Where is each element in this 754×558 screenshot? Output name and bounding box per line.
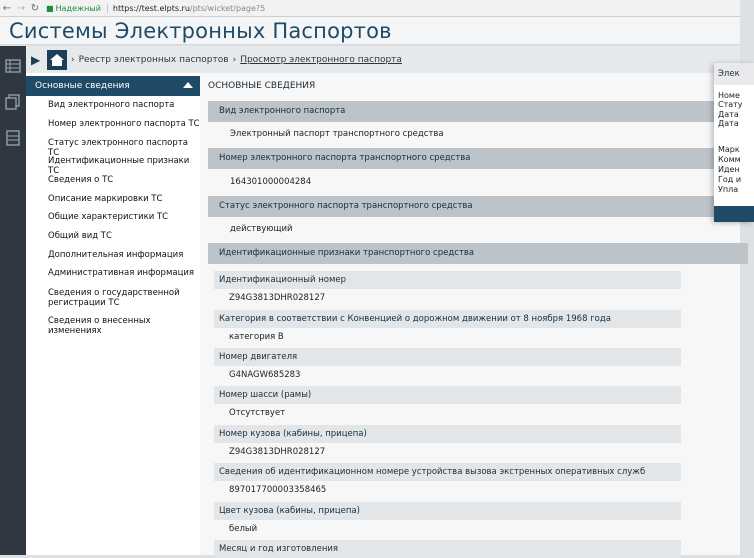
url-field[interactable] [113,4,265,13]
field-value: Отсутствует [229,408,286,418]
reload-icon[interactable]: ↻ [30,2,40,14]
field-label: Номер шасси (рамы) [214,386,681,404]
sidebar-item[interactable]: Сведения о внесенных изменениях [48,316,151,336]
field-label: Идентификационный номер [214,271,681,289]
lock-icon[interactable]: ■ [46,3,54,13]
passport-info-popup[interactable] [714,63,754,222]
field-label: Номер кузова (кабины, прицепа) [214,425,681,443]
field-label: Месяц и год изготовления [214,540,681,558]
documents-icon[interactable] [5,94,21,110]
table-icon[interactable] [5,58,21,74]
field-value: Z94G3813DHR028127 [229,447,326,457]
field-value: 897017700003358465 [229,485,327,495]
field-label: Сведения об идентификационном номере устройства вызова экстренных оперативных служб [214,463,681,481]
url-host: https://test.elpts.ru [112,3,190,13]
popup-line: Марк [718,145,740,154]
home-icon[interactable] [47,50,67,70]
passport-number-header: Номер электронного паспорта транспортного средства [208,148,748,169]
popup-line: Дата [718,110,739,119]
popup-line: Стату [718,100,743,109]
sidebar-item[interactable]: Сведения о государственной регистрации ТС [48,288,180,308]
forward-arrow-icon[interactable]: → [16,2,26,14]
collapse-caret-icon[interactable] [183,82,193,88]
breadcrumb [26,46,740,73]
sidebar-item[interactable]: Общие характеристики ТС [48,212,169,222]
popup-line: Иден [718,165,740,174]
main-content [200,73,740,555]
sidebar-item[interactable]: Описание маркировки ТС [48,194,163,204]
sidebar [26,73,200,555]
field-value: белый [229,524,258,534]
chevron-right-icon: › [71,54,75,65]
icon-rail [0,46,26,555]
id-features-header: Идентификационные признаки транспортного средства [208,243,748,264]
app-title: Системы Электронных Паспортов [9,19,392,43]
section-title: ОСНОВНЫЕ СВЕДЕНИЯ [208,81,316,91]
status-value: действующий [230,224,293,234]
field-label: Категория в соответствии с Конвенцией о дорожном движении от 8 ноября 1968 года [214,310,681,328]
field-label: Цвет кузова (кабины, прицепа) [214,502,681,520]
passport-type-header: Вид электронного паспорта [208,101,748,122]
sidebar-item[interactable]: Общий вид ТС [48,231,112,241]
browser-address-bar [0,0,740,17]
popup-line: Упла [718,185,739,194]
field-value: G4NAGW685283 [229,370,301,380]
popup-line: Комм [718,155,741,164]
sidebar-item[interactable]: Административная информация [48,268,194,278]
sidebar-item[interactable]: Номер электронного паспорта ТС [48,119,200,129]
breadcrumb-registry[interactable]: Реестр электронных паспортов [78,54,229,65]
sidebar-item[interactable]: Вид электронного паспорта [48,100,175,110]
passport-type-value: Электронный паспорт транспортного средства [230,129,444,139]
chevron-right-icon: › [232,54,237,65]
expand-arrow-icon[interactable]: ▶ [31,52,41,67]
sidebar-header[interactable] [26,76,200,96]
secure-label[interactable]: Надежный [56,4,108,13]
sidebar-item[interactable]: Идентификационные признаки ТС [48,156,190,176]
sidebar-header-label: Основные сведения [35,81,130,91]
sidebar-item[interactable]: Дополнительная информация [48,250,184,260]
breadcrumb-current[interactable]: Просмотр электронного паспорта [240,54,402,65]
popup-line: Год и [718,175,742,184]
url-path: /pts/wicket/page?5 [189,3,266,13]
popup-footer-button[interactable] [714,206,754,222]
sidebar-item[interactable]: Сведения о ТС [48,175,114,185]
field-value: Z94G3813DHR028127 [229,293,326,303]
back-arrow-icon[interactable]: ← [2,2,12,14]
sidebar-item[interactable]: Статус электронного паспорта ТС [48,138,188,158]
app-header [0,17,740,45]
field-label: Номер двигателя [214,348,681,366]
popup-line: Номе [718,91,740,100]
popup-line: Дата [718,119,739,128]
field-value: категория B [229,332,284,342]
popup-title: Элек [714,63,754,85]
passport-number-value: 164301000004284 [230,177,312,187]
status-header: Статус электронного паспорта транспортного средства [208,196,748,217]
archive-icon[interactable] [5,130,21,146]
